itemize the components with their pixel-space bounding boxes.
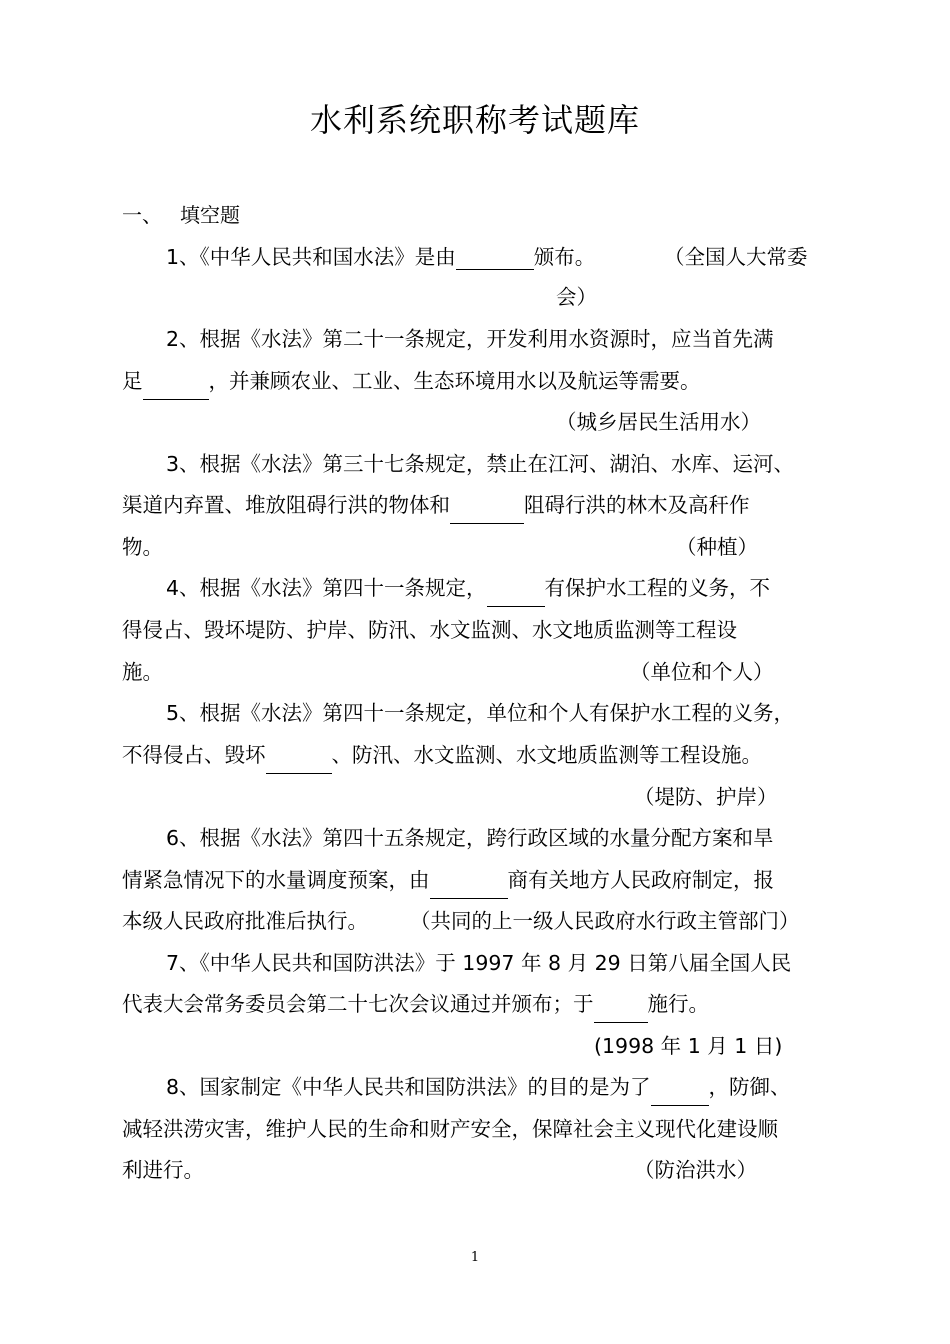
answer-blank — [430, 871, 508, 899]
answer-blank — [456, 242, 534, 270]
answer-blank — [266, 746, 332, 774]
question-5-line-1: 5、根据《水法》第四十一条规定，单位和个人有保护水工程的义务， — [166, 701, 795, 725]
answer-blank — [651, 1078, 709, 1106]
question-4-answer: （单位和个人） — [630, 660, 774, 684]
question-8-answer: （防治洪水） — [634, 1158, 757, 1182]
question-3-line-3: 物。 — [122, 535, 163, 559]
question-1-answer: （全国人大常委 — [664, 245, 808, 269]
page-number: 1 — [470, 1250, 480, 1265]
section-title: 填空题 — [180, 203, 240, 227]
answer-blank — [487, 579, 545, 607]
question-7-line-1: 7、《中华人民共和国防洪法》于 1997 年 8 月 29 日第八届全国人民 — [166, 951, 792, 975]
question-2-answer: （城乡居民生活用水） — [556, 410, 761, 434]
question-2-line-2: 足 ，并兼顾农业、工业、生态环境用水以及航运等需要。 — [122, 366, 832, 400]
question-3-answer: （种植） — [676, 535, 758, 559]
question-8-line-2: 减轻洪涝灾害，维护人民的生命和财产安全，保障社会主义现代化建设顺 — [122, 1117, 778, 1141]
question-2-line-1: 2、根据《水法》第二十一条规定，开发利用水资源时，应当首先满 — [166, 327, 774, 351]
question-3-line-2: 渠道内弃置、堆放阻碍行洪的物体和 阻碍行洪的林木及高秆作 — [122, 490, 832, 524]
section-number: 一、 — [122, 203, 162, 227]
question-8-line-3: 利进行。 — [122, 1158, 204, 1182]
answer-blank — [594, 995, 648, 1023]
question-6-line-1: 6、根据《水法》第四十五条规定，跨行政区域的水量分配方案和旱 — [166, 826, 774, 850]
question-5-line-2: 不得侵占、毁坏 、防汛、水文监测、水文地质监测等工程设施。 — [122, 740, 832, 774]
question-5-answer: （堤防、护岸） — [634, 785, 778, 809]
question-1-line-1: 1、《中华人民共和国水法》是由 颁布。 — [166, 242, 832, 272]
section-heading — [122, 200, 240, 230]
answer-blank — [143, 372, 209, 400]
answer-blank — [450, 496, 524, 524]
question-7-answer: (1998 年 1 月 1 日) — [594, 1034, 783, 1058]
document-title: 水利系统职称考试题库 — [309, 101, 640, 139]
question-7-line-2: 代表大会常务委员会第二十七次会议通过并颁布；于 施行。 — [122, 989, 832, 1023]
question-6-line-2: 情紧急情况下的水量调度预案，由 商有关地方人民政府制定，报 — [122, 865, 832, 899]
question-4-line-2: 得侵占、毁坏堤防、护岸、防汛、水文监测、水文地质监测等工程设 — [122, 618, 737, 642]
question-4-line-1: 4、根据《水法》第四十一条规定， 有保护水工程的义务，不 — [166, 573, 832, 607]
question-8-line-1: 8、国家制定《中华人民共和国防洪法》的目的是为了 ，防御、 — [166, 1072, 832, 1106]
question-6-answer: （共同的上一级人民政府水行政主管部门） — [410, 909, 800, 933]
question-3-line-1: 3、根据《水法》第三十七条规定，禁止在江河、湖泊、水库、运河、 — [166, 452, 795, 476]
question-6-line-3: 本级人民政府批准后执行。 — [122, 909, 368, 933]
question-4-line-3: 施。 — [122, 660, 163, 684]
question-1-answer-cont: 会） — [556, 285, 597, 309]
